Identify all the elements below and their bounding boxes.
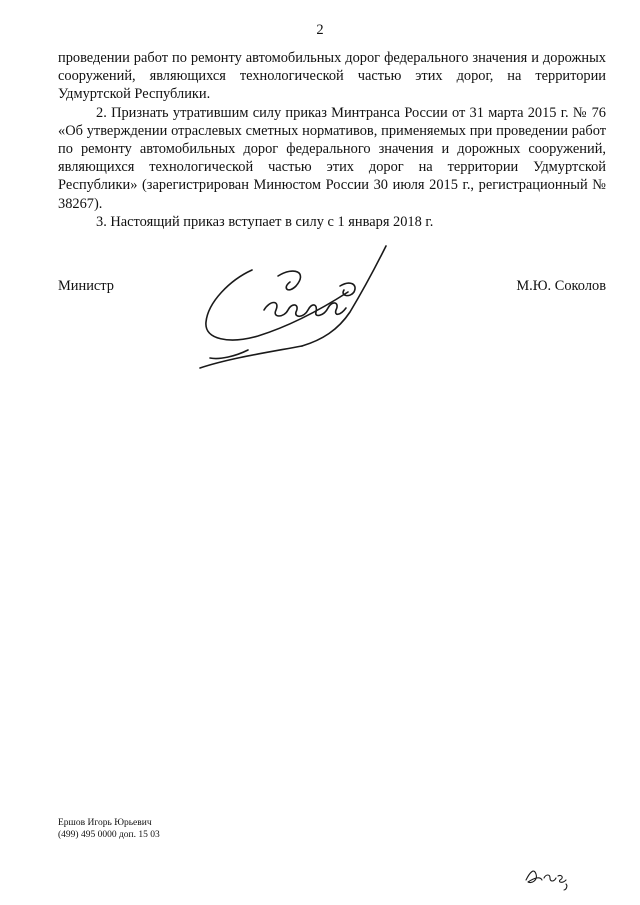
paragraph-1: проведении работ по ремонту автомобильных дорог федерального значения и дорожных сооружений, являющихся технологической частью этих дорог, на территории Удмуртской Республики. (58, 50, 606, 103)
paragraph-2: 2. Признать утратившим силу приказ Минтранса России от 31 марта 2015 г. № 76 «Об утверждении отраслевых сметных нормативов, применяемых при проведении работ по ремонту автомобильных дорог федерального значения и дорожных сооружений, являющихся технологической частью этих дорог на территории Удмуртской Республики» (зарегистрирован Минюстом России 30 июля 2015 г., регистрационный № 38267). (58, 104, 606, 212)
executor-phone: (499) 495 0000 доп. 15 03 (58, 829, 160, 840)
executor-info (58, 818, 160, 841)
document-body (58, 49, 606, 231)
position-title: Министр (58, 278, 114, 294)
executor-name: Ершов Игорь Юрьевич (58, 818, 152, 828)
signatory-name: М.Ю. Соколов (516, 278, 606, 294)
handwritten-signature (190, 240, 390, 380)
paragraph-3: 3. Настоящий приказ вступает в силу с 1 января 2018 г. (96, 213, 434, 230)
initials-mark (522, 862, 572, 892)
page-number: 2 (316, 22, 324, 38)
